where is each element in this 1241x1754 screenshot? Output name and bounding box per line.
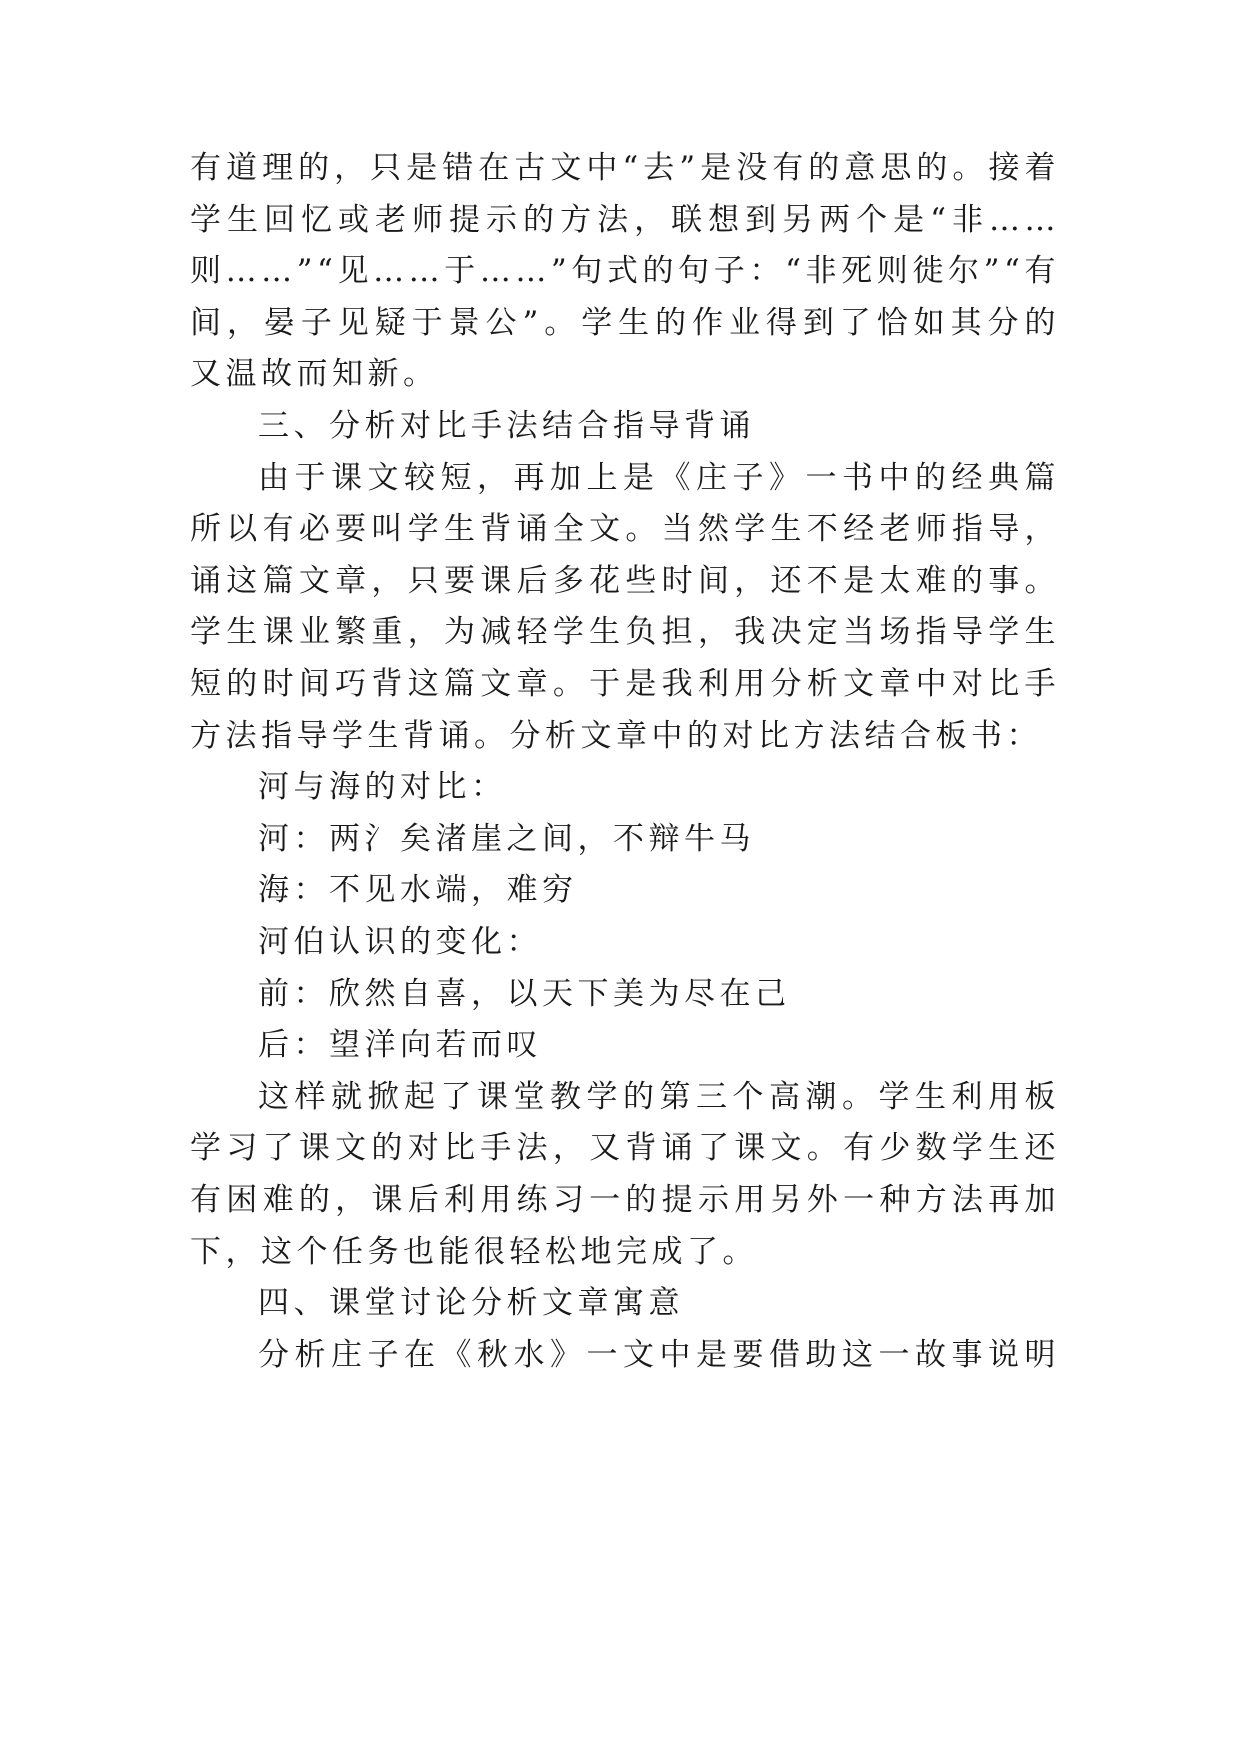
text-line: 短的时间巧背这篇文章。于是我利用分析文章中对比手 [190,666,1060,702]
text-line: 有道理的，只是错在古文中“去”是没有的意思的。接着 [190,150,1060,186]
text-line: 所以有必要叫学生背诵全文。当然学生不经老师指导， [190,511,1060,547]
text-line: 前：欣然自喜，以天下美为尽在己 [258,976,791,1012]
text-line: 学生回忆或老师提示的方法，联想到另两个是“非…… [190,202,1060,238]
text-line: 又温故而知新。 [190,356,439,392]
text-line: 间，晏子见疑于景公”。学生的作业得到了恰如其分的 [190,305,1060,341]
text-line: 方法指导学生背诵。分析文章中的对比方法结合板书： [190,718,1042,754]
text-line: 学习了课文的对比手法，又背诵了课文。有少数学生还 [190,1130,1060,1166]
text-line: 海：不见水端，难穷 [258,872,578,908]
text-line: 这样就掀起了课堂教学的第三个高潮。学生利用板 [258,1079,1060,1115]
text-line: 则……”“见……于……”句式的句子：“非死则徙尔”“有 [190,253,1060,289]
text-line: 由于课文较短，再加上是《庄子》一书中的经典篇 [258,460,1060,496]
text-line: 三、分析对比手法结合指导背诵 [258,408,755,444]
text-line: 分析庄子在《秋水》一文中是要借助这一故事说明 [258,1337,1060,1373]
text-line: 河伯认识的变化： [258,924,542,960]
text-line: 诵这篇文章，只要课后多花些时间，还不是太难的事。 [190,563,1060,599]
text-line: 四、课堂讨论分析文章寓意 [258,1285,684,1321]
text-line: 学生课业繁重，为减轻学生负担，我决定当场指导学生 [190,614,1060,650]
text-line: 河：两氵矣渚崖之间，不辩牛马 [258,821,755,857]
text-line: 有困难的，课后利用练习一的提示用另外一种方法再加 [190,1182,1060,1218]
text-line: 河与海的对比： [258,769,507,805]
text-line: 后：望洋向若而叹 [258,1027,542,1063]
text-line: 下，这个任务也能很轻松地完成了。 [190,1234,758,1270]
